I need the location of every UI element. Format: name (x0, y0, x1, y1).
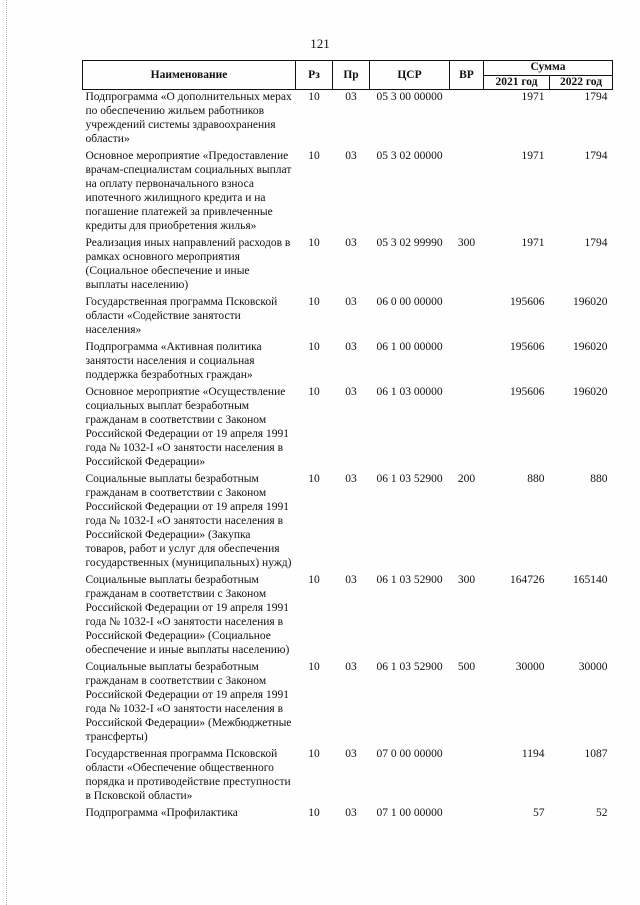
table-row (83, 236, 613, 295)
row-name: Подпрограмма «Активная политика занятости населения и социальная поддержка безработных граждан» (85, 341, 262, 381)
row-sum-2021: 1194 (521, 748, 545, 760)
row-vr (450, 149, 484, 236)
row-rz: 10 (308, 748, 320, 760)
row-name: Подпрограмма «О дополнительных мерах по обеспечению жильем работников учреждений системы здравоохранения области» (85, 91, 292, 145)
row-rz: 10 (308, 341, 320, 353)
row-vr (450, 90, 484, 150)
row-pr: 03 (345, 296, 357, 308)
row-rz: 10 (308, 150, 320, 162)
header-year-2022: 2022 год (550, 75, 613, 90)
table-row (83, 340, 613, 385)
row-csr: 05 3 00 00000 (376, 91, 443, 103)
table-row (83, 747, 613, 806)
row-vr: 300 (457, 237, 476, 249)
row-rz: 10 (308, 473, 320, 485)
row-sum-2022: 880 (590, 473, 608, 485)
row-sum-2022: 196020 (573, 341, 608, 353)
row-name: Социальные выплаты безработным гражданам в соответствии с Законом Российской Федерации от 19 апреля 1991 года № 1032-I «О занятости населения в Российской Федерации» (Социальное обеспечение и иные выплаты населению) (85, 574, 290, 656)
table-row (83, 149, 613, 236)
row-rz: 10 (308, 91, 320, 103)
row-csr: 06 1 03 52900 (376, 661, 443, 673)
row-vr (450, 340, 484, 385)
row-sum-2022: 1794 (584, 91, 608, 103)
row-vr: 200 (457, 473, 476, 485)
page-edge-rule (6, 0, 7, 905)
row-csr: 06 0 00 00000 (376, 296, 443, 308)
header-sum: Сумма (484, 61, 613, 76)
row-csr: 06 1 03 00000 (376, 386, 443, 398)
row-sum-2021: 195606 (510, 296, 545, 308)
header-csr: ЦСР (370, 61, 450, 90)
row-csr: 05 3 02 00000 (376, 150, 443, 162)
row-sum-2021: 195606 (510, 341, 545, 353)
table-row (83, 90, 613, 150)
row-rz: 10 (308, 661, 320, 673)
row-sum-2022: 196020 (573, 386, 608, 398)
row-rz: 10 (308, 296, 320, 308)
row-csr: 07 1 00 00000 (376, 807, 443, 819)
row-vr (450, 295, 484, 340)
row-sum-2021: 57 (533, 807, 545, 819)
row-pr: 03 (345, 150, 357, 162)
row-pr: 03 (345, 91, 357, 103)
row-name: Основное мероприятие «Предоставление врачам-специалистам социальных выплат на оплату первоначального взноса ипотечного жилищного кредита и на погашение платежей за привлеченные кредиты для приобретения жилья» (85, 150, 292, 232)
row-sum-2021: 1971 (521, 237, 545, 249)
row-pr: 03 (345, 237, 357, 249)
row-sum-2021: 30000 (515, 661, 545, 673)
table-row (83, 472, 613, 573)
row-csr: 06 1 03 52900 (376, 473, 443, 485)
row-vr (450, 385, 484, 472)
row-sum-2021: 1971 (521, 150, 545, 162)
row-sum-2022: 165140 (573, 574, 608, 586)
row-sum-2022: 196020 (573, 296, 608, 308)
row-sum-2022: 52 (596, 807, 608, 819)
table-body (83, 90, 613, 824)
row-sum-2022: 1794 (584, 150, 608, 162)
row-sum-2021: 195606 (510, 386, 545, 398)
row-name: Социальные выплаты безработным гражданам в соответствии с Законом Российской Федерации от 19 апреля 1991 года № 1032-I «О занятости населения в Российской Федерации» (Межбюджетные трансферты) (85, 661, 292, 743)
row-pr: 03 (345, 661, 357, 673)
header-pr: Пр (333, 61, 370, 90)
row-csr: 05 3 02 99990 (376, 237, 443, 249)
row-pr: 03 (345, 807, 357, 819)
row-name: Реализация иных направлений расходов в рамках основного мероприятия (Социальное обеспечение и иные выплаты населению) (85, 237, 291, 291)
row-sum-2021: 1971 (521, 91, 545, 103)
row-sum-2022: 30000 (578, 661, 608, 673)
row-pr: 03 (345, 574, 357, 586)
row-pr: 03 (345, 386, 357, 398)
table-row (83, 385, 613, 472)
row-name: Государственная программа Псковской области «Обеспечение общественного порядка и противодействие преступности в Псковской области» (85, 748, 291, 802)
table-row (83, 806, 613, 823)
table-row (83, 573, 613, 660)
row-rz: 10 (308, 237, 320, 249)
row-vr (450, 806, 484, 823)
row-vr: 500 (457, 661, 476, 673)
header-vr: ВР (450, 61, 484, 90)
row-name: Основное мероприятие «Осуществление социальных выплат безработным гражданам в соответствии с Законом Российской Федерации от 19 апреля 1991 года № 1032-I «О занятости населения в Российской Федерации» (85, 386, 289, 468)
header-rz: Рз (296, 61, 333, 90)
budget-table (82, 60, 613, 823)
table-header (83, 61, 613, 90)
row-name: Государственная программа Псковской области «Содействие занятости населения» (85, 296, 278, 336)
row-name: Социальные выплаты безработным гражданам в соответствии с Законом Российской Федерации от 19 апреля 1991 года № 1032-I «О занятости населения в Российской Федерации» (Закупка товаров, работ и услуг для обеспечения государственных (муниципальных) нужд) (85, 473, 292, 569)
page-number: 121 (310, 36, 330, 51)
header-name: Наименование (83, 61, 296, 90)
row-pr: 03 (345, 473, 357, 485)
row-name: Подпрограмма «Профилактика (85, 807, 238, 819)
row-rz: 10 (308, 574, 320, 586)
row-csr: 06 1 00 00000 (376, 341, 443, 353)
row-pr: 03 (345, 341, 357, 353)
row-csr: 06 1 03 52900 (376, 574, 443, 586)
row-sum-2022: 1087 (584, 748, 608, 760)
row-sum-2021: 164726 (510, 574, 545, 586)
row-rz: 10 (308, 386, 320, 398)
row-vr: 300 (457, 574, 476, 586)
row-sum-2021: 880 (527, 473, 545, 485)
table-row (83, 295, 613, 340)
row-rz: 10 (308, 807, 320, 819)
row-vr (450, 747, 484, 806)
row-pr: 03 (345, 748, 357, 760)
table-row (83, 660, 613, 747)
row-csr: 07 0 00 00000 (376, 748, 443, 760)
header-year-2021: 2021 год (484, 75, 550, 90)
row-sum-2022: 1794 (584, 237, 608, 249)
